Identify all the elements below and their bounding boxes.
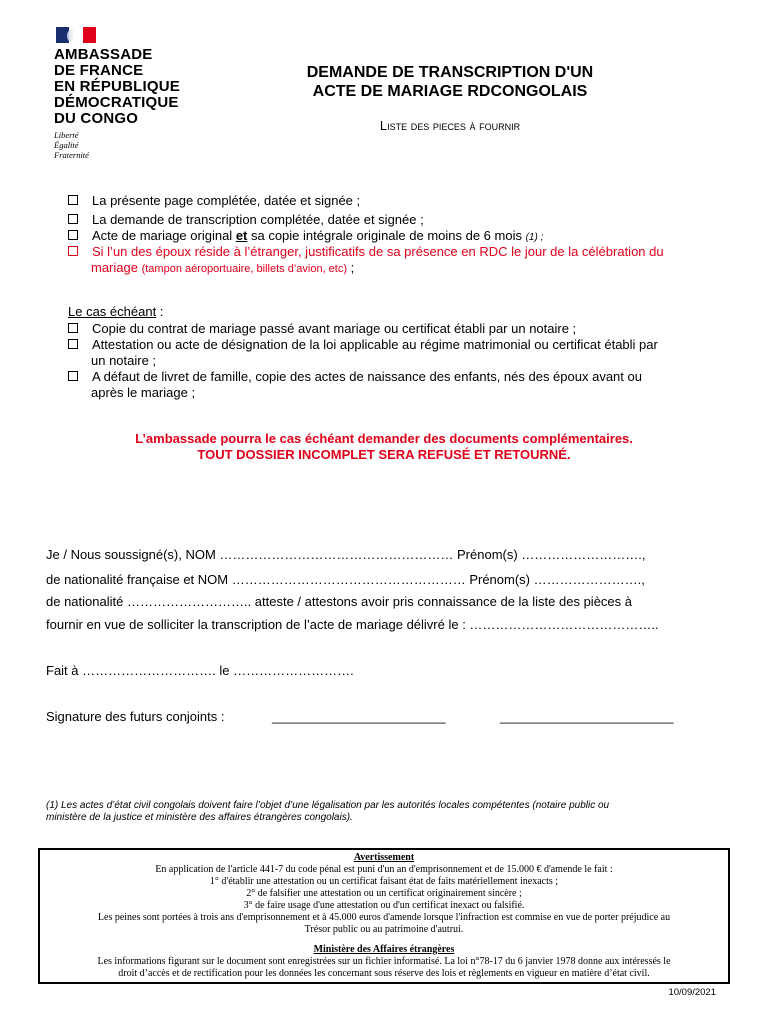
optional-item-2: Attestation ou acte de désignation de la loi applicable au régime matrimonial ou certificat établi par — [68, 337, 658, 353]
warning-line-2: TOUT DOSSIER INCOMPLET SERA REFUSÉ ET RETOURNÉ. — [197, 447, 571, 462]
checkbox[interactable] — [68, 230, 78, 240]
checkbox[interactable] — [68, 371, 78, 381]
optional-heading: Le cas échéant : — [68, 304, 164, 319]
document-date: 10/09/2021 — [668, 987, 716, 998]
checklist-item-4: Si l’un des époux réside à l’étranger, justificatifs de sa présence en RDC le jour de la célébration du — [68, 244, 664, 260]
logo-line-3: EN RÉPUBLIQUE — [54, 78, 180, 95]
avertissement-line-4: 3° de faire usage d'une attestation ou d'un certificat inexact ou falsifié. — [243, 900, 525, 911]
signature-field-1[interactable]: ________________________ — [272, 709, 446, 724]
checklist-item-3: Acte de mariage original et sa copie intégrale originale de moins de 6 mois (1) ; — [68, 228, 543, 246]
avertissement-line-3: 2° de falsifier une attestation ou un certificat originairement sincère ; — [246, 888, 522, 899]
avertissement-box — [38, 848, 730, 984]
avertissement-line-1: En application de l'article 441-7 du code pénal est puni d'un an d'emprisonnement et de 15.000 € d'amende le fait : — [155, 864, 613, 875]
logo-line-4: DÉMOCRATIQUE — [54, 94, 179, 111]
checkbox[interactable] — [68, 214, 78, 224]
form-line-date-delivrance[interactable]: fournir en vue de solliciter la transcription de l’acte de mariage délivré le : …………………………………….. — [46, 617, 659, 632]
form-line-nom-1[interactable]: Je / Nous soussigné(s), NOM ……………………………………………… Prénom(s) ………………………., — [46, 547, 646, 562]
ministere-line-1: Les informations figurant sur le document sont enregistrées sur un fichier informatisé. La loi n°78-17 du 6 janvier 1978 donne aux intéressés le — [97, 956, 671, 967]
logo-line-2: DE FRANCE — [54, 62, 144, 79]
checklist-item-4-cont: mariage (tampon aéroportuaire, billets d’avion, etc) ; — [91, 260, 355, 275]
form-line-fait-a[interactable]: Fait à …………………………. le ………………………. — [46, 663, 354, 678]
form-line-nationalite[interactable]: de nationalité ……………………….. atteste / attestons avoir pris connaissance de la liste des pièces à — [46, 594, 632, 609]
ministere-line-2: droit d’accès et de rectification pour les données les concernant sous réserve des lois et règlements en vigueur en matière d’état civil. — [118, 968, 650, 979]
french-flag-logo — [56, 27, 96, 43]
optional-item-2-cont: un notaire ; — [91, 353, 157, 368]
avertissement-line-6: Trésor public ou au patrimoine d'autrui. — [304, 924, 464, 935]
motto-egalite: Égalité — [54, 140, 79, 150]
page-title-line-2: ACTE DE MARIAGE RDCONGOLAIS — [312, 83, 588, 100]
checklist-item-2: La demande de transcription complétée, datée et signée ; — [68, 212, 424, 228]
checklist-item-1: La présente page complétée, datée et signée ; — [68, 193, 360, 209]
signature-label: Signature des futurs conjoints : — [46, 709, 225, 724]
page-subtitle: Liste des pieces à fournir — [379, 118, 521, 133]
optional-item-1: Copie du contrat de mariage passé avant mariage ou certificat établi par un notaire ; — [68, 321, 576, 337]
ministere-title: Ministère des Affaires étrangères — [313, 944, 455, 955]
checkbox[interactable] — [68, 195, 78, 205]
motto-fraternite: Fraternité — [54, 150, 89, 160]
warning-line-1: L’ambassade pourra le cas échéant demander des documents complémentaires. — [135, 431, 633, 446]
logo-line-5: DU CONGO — [54, 110, 139, 127]
optional-item-3-cont: après le mariage ; — [91, 385, 196, 400]
avertissement-line-2: 1° d'établir une attestation ou un certificat faisant état de faits matériellement inexacts ; — [209, 876, 559, 887]
checkbox[interactable] — [68, 246, 78, 256]
avertissement-line-5: Les peines sont portées à trois ans d'emprisonnement et à 45.000 euros d'amende lorsque l'infraction est commise en vue de porter préjudice au — [97, 912, 671, 923]
footnote-line-2: ministère de la justice et ministère des affaires étrangères congolais). — [46, 812, 353, 823]
page-title-line-1: DEMANDE DE TRANSCRIPTION D'UN — [306, 64, 594, 81]
checkbox[interactable] — [68, 323, 78, 333]
form-line-nom-2[interactable]: de nationalité française et NOM ……………………………………………… Prénom(s) ……………………., — [46, 572, 645, 587]
avertissement-title: Avertissement — [353, 852, 415, 863]
motto-liberte: Liberté — [54, 130, 79, 140]
optional-item-3: A défaut de livret de famille, copie des actes de naissance des enfants, nés des époux avant ou — [68, 369, 642, 385]
signature-field-2[interactable]: ________________________ — [500, 709, 674, 724]
footnote-line-1: (1) Les actes d’état civil congolais doivent faire l’objet d’une légalisation par les autorités locales compétentes (notaire public ou — [46, 800, 610, 811]
logo-line-1: AMBASSADE — [54, 46, 153, 63]
checkbox[interactable] — [68, 339, 78, 349]
